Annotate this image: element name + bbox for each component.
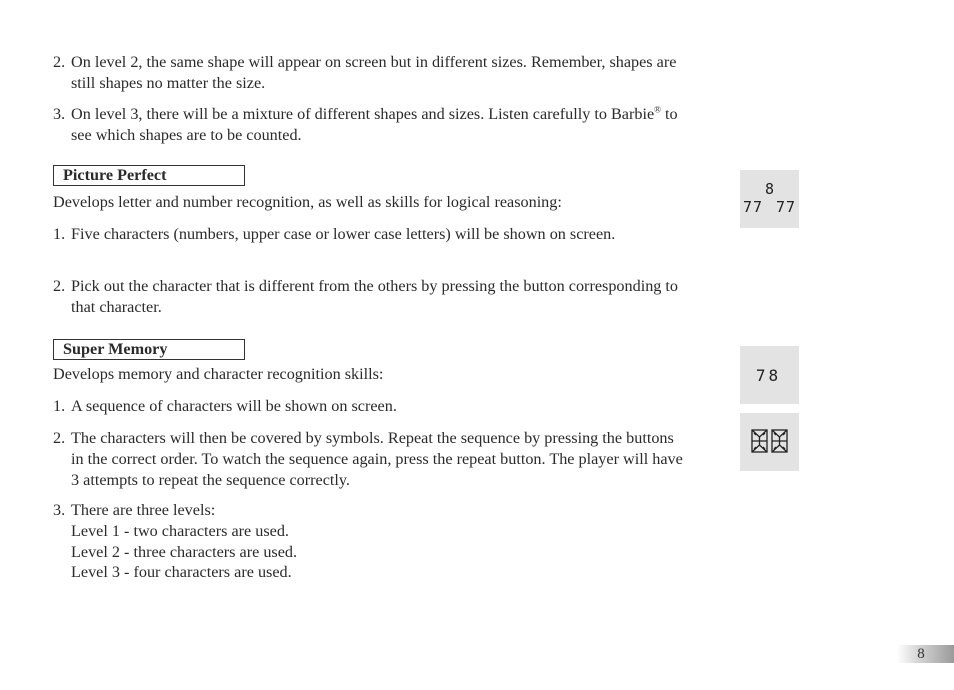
lcd-characters — [740, 170, 799, 228]
list-text: On level 3, there will be a mixture of different shapes and sizes. Listen carefully to Barbie® to see which shapes are to be counted. — [71, 104, 678, 144]
list-text — [71, 500, 683, 583]
levels-intro: There are three levels: — [71, 501, 216, 519]
super-memory-item-1 — [53, 396, 683, 417]
picture-perfect-heading: Picture Perfect — [53, 165, 245, 186]
list-text: A sequence of characters will be shown on screen. — [71, 397, 397, 415]
lcd-top-char: 8 — [764, 180, 775, 198]
list-number: 1. — [53, 225, 66, 243]
picture-perfect-lcd-screen — [740, 170, 799, 228]
super-memory-item-2 — [53, 428, 683, 490]
page-number: 8 — [917, 646, 925, 662]
picture-perfect-intro: Develops letter and number recognition, as well as skills for logical reasoning: — [53, 193, 562, 211]
super-memory-heading: Super Memory — [53, 339, 245, 360]
list-number: 2. — [53, 277, 66, 295]
level-2-item — [53, 52, 683, 94]
list-number: 3. — [53, 105, 66, 123]
super-memory-lcd-symbols — [740, 413, 799, 471]
level-3-item — [53, 104, 683, 146]
lcd-right-chars: 77 — [775, 198, 797, 216]
lcd-characters — [740, 346, 799, 404]
registered-mark: ® — [654, 104, 661, 115]
list-number: 3. — [53, 501, 66, 519]
super-memory-intro: Develops memory and character recognition skills: — [53, 365, 384, 383]
list-number: 1. — [53, 397, 66, 415]
list-text: The characters will then be covered by symbols. Repeat the sequence by pressing the buttons in the correct order. To watch the sequence again, press the repeat button. The player will have 3 attempts to repeat the sequence correctly. — [71, 429, 683, 489]
list-text: Pick out the character that is different from the others by pressing the button corresponding to that character. — [71, 277, 679, 316]
lcd-left-chars: 77 — [742, 198, 764, 216]
lcd-symbol-icon — [740, 413, 799, 471]
lcd-chars-text: 78 — [755, 366, 782, 385]
level-2-line: Level 2 - three characters are used. — [71, 542, 298, 561]
super-memory-item-3 — [53, 500, 683, 583]
level-1-line: Level 1 - two characters are used. — [71, 521, 289, 540]
list-number: 2. — [53, 429, 66, 447]
list-number: 2. — [53, 53, 66, 71]
picture-perfect-item-2 — [53, 276, 683, 318]
list-text: Five characters (numbers, upper case or lower case letters) will be shown on screen. — [71, 225, 616, 243]
super-memory-lcd-characters — [740, 346, 799, 404]
picture-perfect-item-1 — [53, 224, 683, 245]
level-3-line: Level 3 - four characters are used. — [71, 563, 292, 582]
list-text: On level 2, the same shape will appear on screen but in different sizes. Remember, shapes are still shapes no matter the size. — [71, 53, 677, 92]
